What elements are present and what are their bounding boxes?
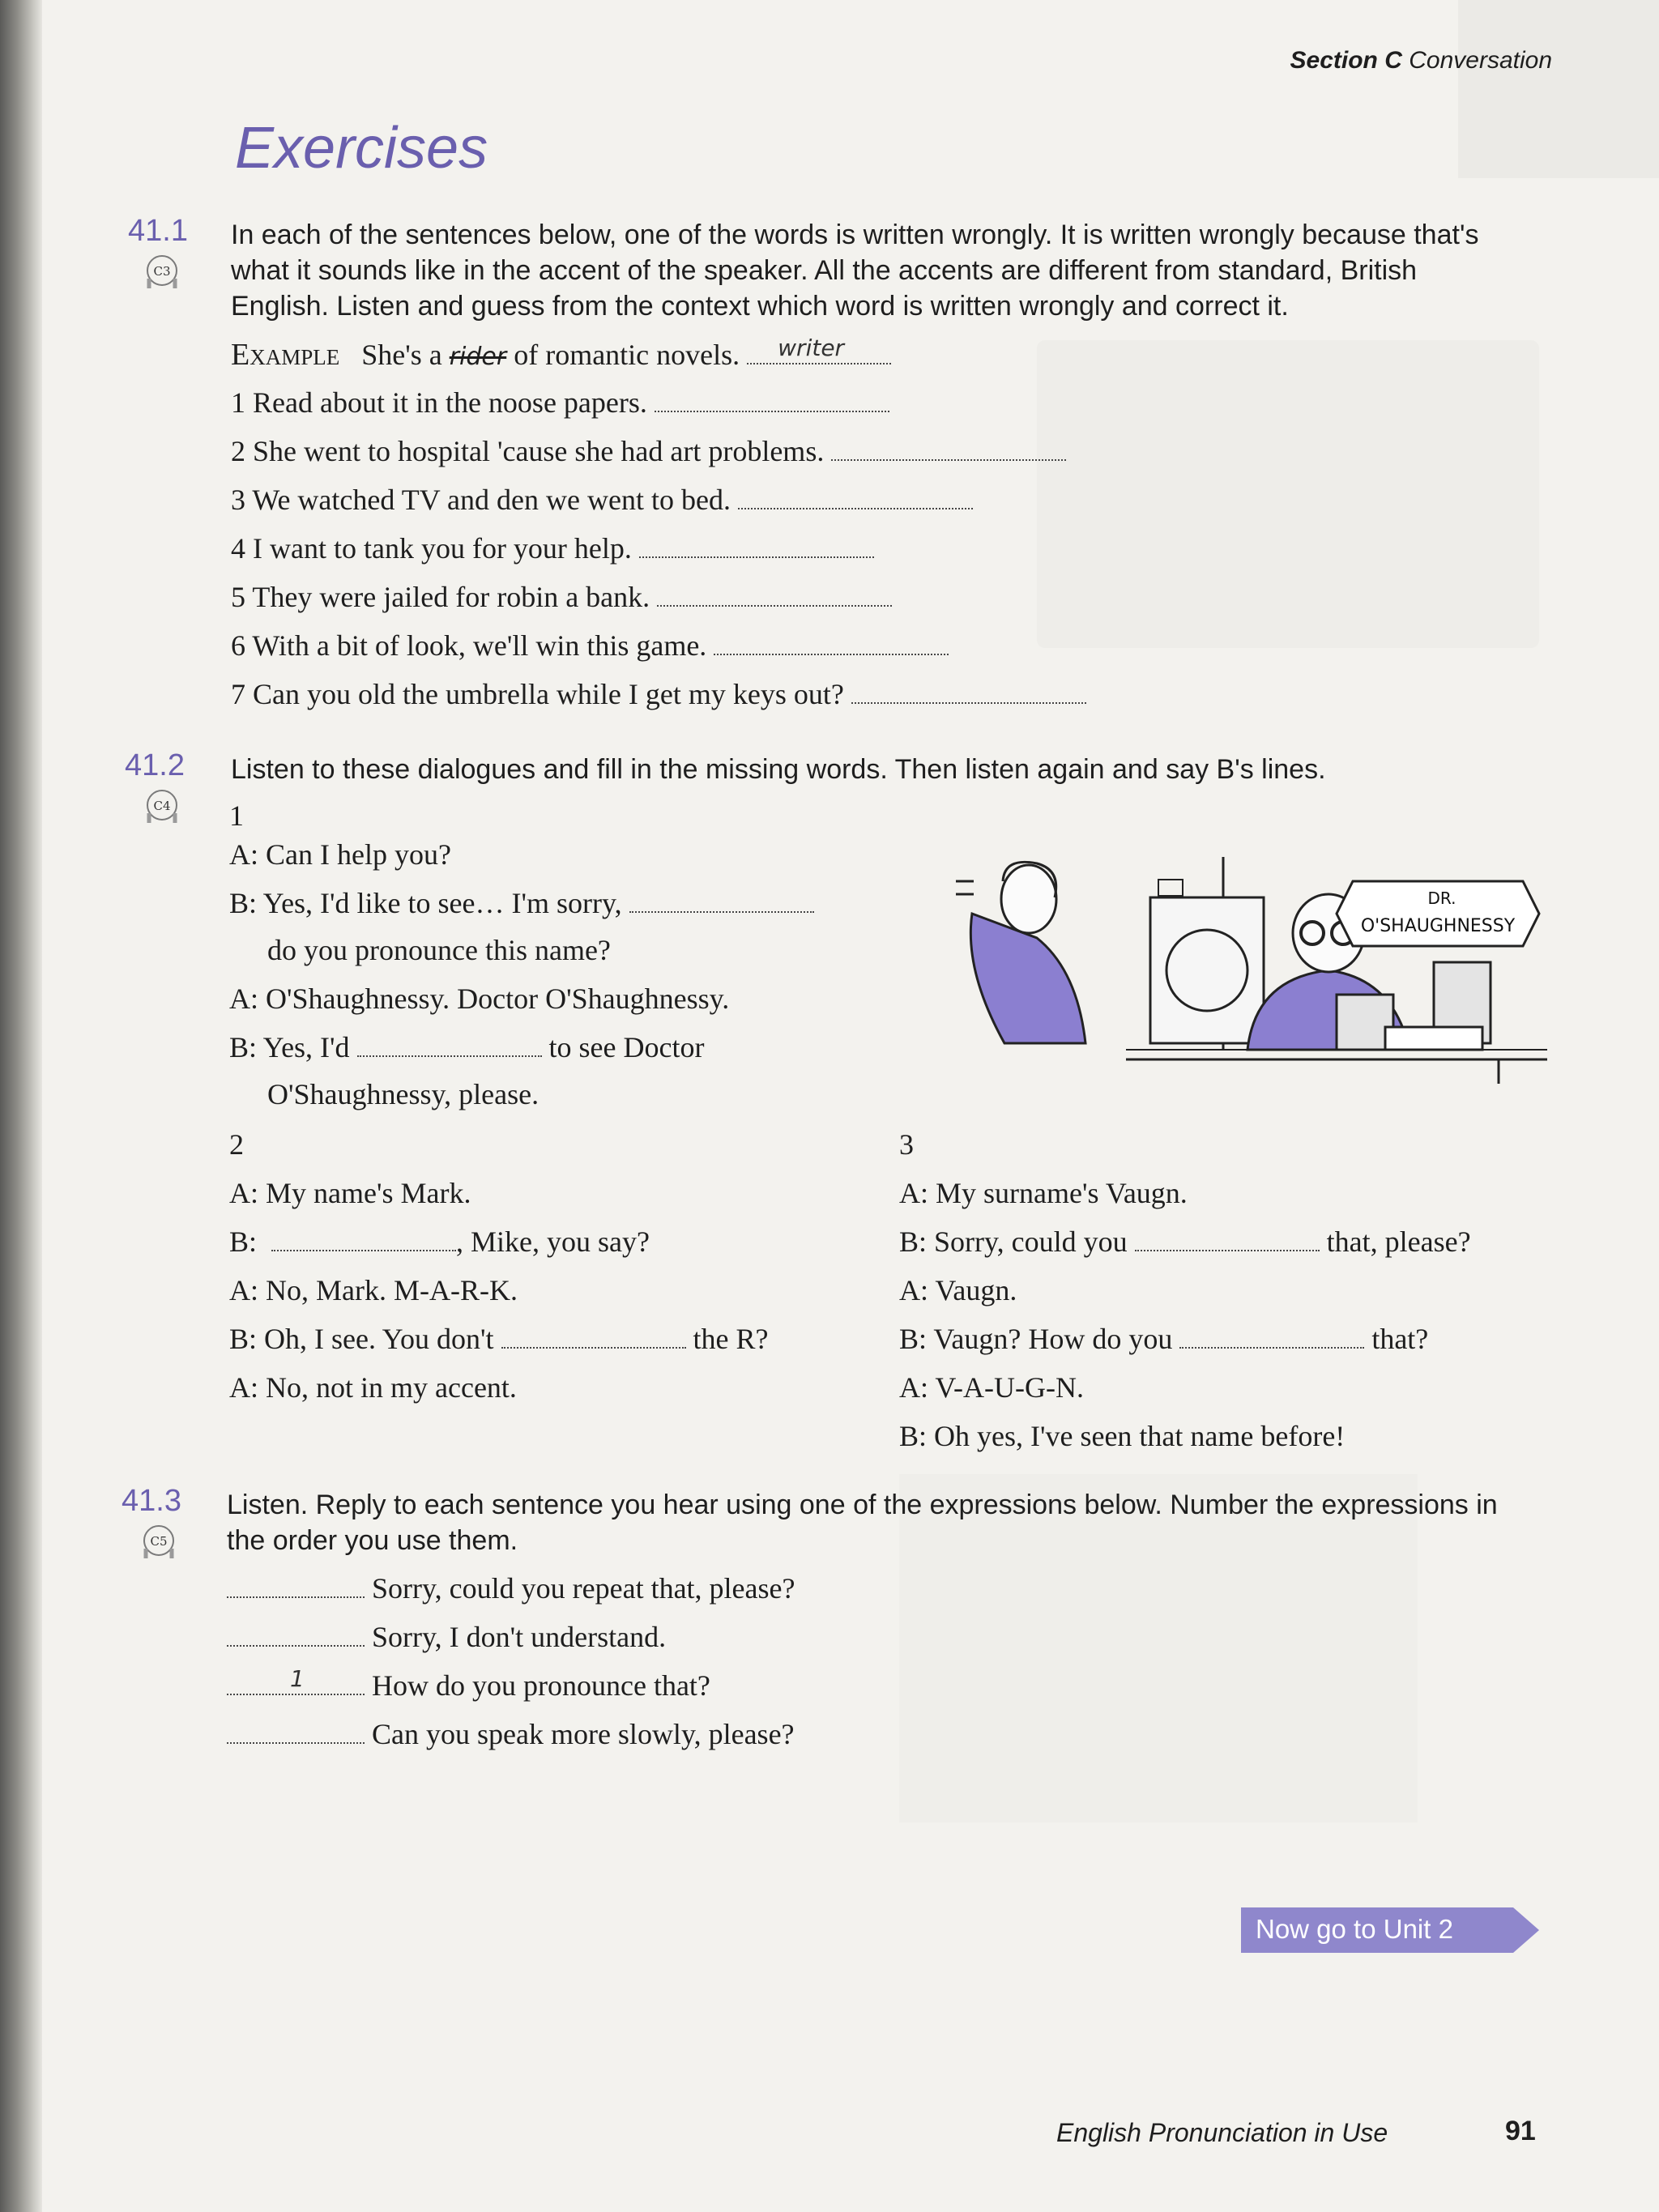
book-title: English Pronunciation in Use [1056,2118,1388,2147]
section-label [1290,47,1552,75]
answer-blank[interactable] [657,582,892,607]
item-text: 1 Read about it in the noose papers. [231,386,647,419]
answer-blank[interactable] [357,1033,542,1057]
dialogue-line [899,1225,1471,1259]
dialogue-text: B: Yes, I'd [229,1031,350,1063]
page-title: Exercises [235,116,488,181]
answer-blank[interactable] [831,437,1066,461]
exercise-number: 41.2 [125,748,185,782]
dialogue-line: do you pronounce this name? [267,934,611,966]
dialogue-line: A: O'Shaughnessy. Doctor O'Shaughnessy. [229,982,730,1015]
audio-cd-icon [144,254,180,293]
expression-text: Sorry, could you repeat that, please? [372,1572,795,1605]
item-text: 4 I want to tank you for your help. [231,532,632,565]
dialogue-line: A: No, not in my accent. [229,1371,517,1404]
dialogue-line: A: Can I help you? [229,838,451,871]
cd-track-label: C3 [153,264,171,279]
exercise-item [231,629,949,663]
dialogue-text: B: Yes, I'd like to see… I'm sorry, [229,887,622,919]
dialogue-text: that, please? [1326,1225,1471,1258]
book-binding-shadow [0,0,42,2212]
item-text: 6 With a bit of look, we'll win this game. [231,629,707,662]
dialogue-line [229,886,814,920]
dialogue-text: , Mike, you say? [456,1225,650,1258]
sign-line2: O'SHAUGHNESSY [1360,916,1516,936]
answer-blank[interactable] [501,1324,686,1349]
sign-line1: DR. [1427,889,1456,908]
exercise-item [231,580,892,614]
dialogue-line: O'Shaughnessy, please. [267,1078,539,1110]
dialogue-line [229,1030,704,1064]
item-text: 7 Can you old the umbrella while I get my keys out? [231,678,844,710]
dialogue-line: A: My surname's Vaugn. [899,1177,1188,1209]
dialogue-text: that? [1371,1323,1429,1355]
answer-blank[interactable] [738,485,973,509]
cd-track-label: C5 [150,1534,168,1549]
section-name: Conversation [1409,47,1552,74]
exercise-number: 41.1 [128,214,188,248]
dialogue-text: B: [229,1225,258,1258]
next-unit-label: Now go to Unit 2 [1256,1914,1453,1944]
dialogue-line [899,1322,1428,1356]
expression-text: Sorry, I don't understand. [372,1621,667,1653]
exercise-item [231,483,973,517]
answer-blank[interactable] [851,680,1086,704]
cd-track-label: C4 [153,799,171,813]
answer-blank[interactable] [655,388,889,412]
example-answer: writer [778,335,845,361]
expression-item [227,1665,710,1703]
dialogue-line: A: No, Mark. M-A-R-K. [229,1274,518,1306]
show-through-bleed [1458,0,1659,178]
audio-cd-icon [141,1524,177,1563]
dialogue-number: 1 [229,799,244,832]
exercise-instruction: Listen to these dialogues and fill in the missing words. Then listen again and say B's lines. [231,754,1326,785]
section-bold: Section C [1290,47,1402,74]
dialogue-text: B: Vaugn? How do you [899,1323,1173,1355]
example-crossed-word: rider [449,343,507,371]
expression-item [227,1717,795,1751]
example-before: She's a [361,339,442,371]
exercise-instruction: In each of the sentences below, one of the words is written wrongly. It is written wrongly because that's what it sounds like in the accent of the speaker. All the accents are different from standard, British English. Listen and guess from the context which word is written wrongly and correct it. [231,219,1479,322]
item-text: 2 She went to hospital 'cause she had art problems. [231,435,825,467]
answer-blank[interactable] [1179,1324,1364,1349]
dialogue-line: A: My name's Mark. [229,1177,471,1209]
example-answer-blank [747,335,891,364]
exercise-item [231,434,1066,468]
dialogue-text: to see Doctor [548,1031,705,1063]
number-blank[interactable] [227,1665,365,1695]
dialogue-line [229,1322,769,1356]
exercise-instruction: Listen. Reply to each sentence you hear using one of the expressions below. Number the expressions in the order you use them. [227,1490,1498,1556]
exercise-item [231,386,889,420]
item-text: 3 We watched TV and den we went to bed. [231,484,731,516]
dialogue-line [229,1225,650,1259]
dialogue-line: A: Vaugn. [899,1274,1017,1306]
dialogue-number: 3 [899,1128,914,1161]
dialogue-text: B: Oh, I see. You don't [229,1323,494,1355]
expression-text: Can you speak more slowly, please? [372,1718,795,1750]
answer-blank[interactable] [714,631,949,655]
expression-text: How do you pronounce that? [372,1669,710,1702]
item-text: 5 They were jailed for robin a bank. [231,581,650,613]
example-after: of romantic novels. [514,339,740,371]
dialogue-text: the R? [693,1323,769,1355]
example-line [231,337,891,373]
exercise-item [231,531,874,565]
answer-blank[interactable] [1135,1227,1320,1251]
page-number: 91 [1505,2116,1536,2146]
next-unit-link[interactable] [1241,1907,1539,1953]
show-through-bleed [1037,340,1539,648]
answer-blank[interactable] [629,889,814,913]
exercise-item [231,677,1086,711]
audio-cd-icon [144,789,180,828]
dialogue-line: B: Oh yes, I've seen that name before! [899,1420,1346,1452]
answer-blank[interactable] [271,1227,456,1251]
reception-illustration [956,849,1555,1092]
example-label: Example [231,338,340,372]
dialogue-line: A: V-A-U-G-N. [899,1371,1084,1404]
exercise-number: 41.3 [122,1484,181,1518]
expression-item [227,1571,795,1605]
filled-answer: 1 [290,1665,305,1692]
expression-item [227,1620,666,1654]
number-blank[interactable] [227,1720,365,1744]
answer-blank[interactable] [639,534,874,558]
number-blank[interactable] [227,1574,365,1598]
dialogue-number: 2 [229,1128,244,1161]
dialogue-text: B: Sorry, could you [899,1225,1128,1258]
number-blank[interactable] [227,1622,365,1647]
